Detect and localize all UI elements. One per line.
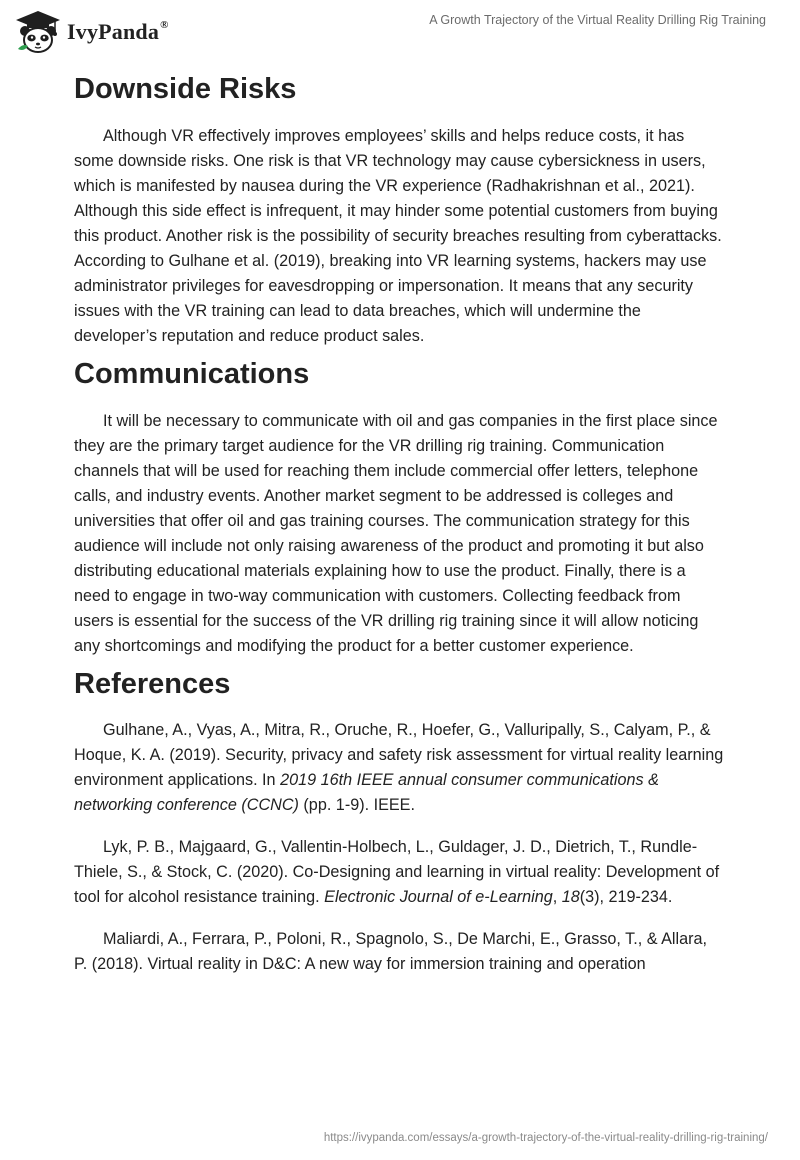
heading-communications: Communications [74,357,310,390]
paragraph-communications: It will be necessary to communicate with oil and gas companies in the first place since they are the primary target audience for the VR drilling rig training. Communication channels that will be used for reaching them include commercial offer letters, telephone calls, and industry events. Another market segment to be addressed is colleges and universities that offer oil and gas training courses. The communication strategy for this audience will include not only raising awareness of the product and promoting it but also distributing educational materials explaining how to use the product. Finally, there is a need to engage in two-way communication with customers. Collecting feedback from users is essential for the success of the VR drilling rig training since it will allow noticing any shortcomings and modifying the product for a better customer experience. [74,411,718,655]
registered-mark: ® [160,18,169,31]
reference-volume: 18 [561,888,580,907]
heading-downside-risks: Downside Risks [74,73,297,105]
heading-references: References [74,667,231,700]
reference-text: Maliardi, A., Ferrara, P., Poloni, R., Spagnolo, S., De Marchi, E., Grasso, T., & Allara, P. (2018). Virtual reality in D&C: A new way for immersion training and operation [74,930,707,974]
reference-item [74,718,724,818]
panda-mascot-icon [14,9,62,55]
paragraph-downside-risks: Although VR effectively improves employees’ skills and helps reduce costs, it has some downside risks. One risk is that VR technology may cause cybersickness in users, which is manifested by nausea during the VR experience (Radhakrishnan et al., 2021). Although this side effect is infrequent, it may hinder some potential customers from buying this product. Another risk is the possibility of security breaches resulting from cyberattacks. According to Gulhane et al. (2019), breaking into VR learning systems, hackers may use administrator privileges for eavesdropping or impersonation. It means that any security issues with the VR training can lead to data breaches, which will undermine the developer’s reputation and reduce product sales. [74,126,722,345]
section-downside-risks [74,72,724,349]
section-references [74,667,724,978]
ivypanda-logo[interactable] [14,9,169,55]
reference-text: Lyk, P. B., Majgaard, G., Vallentin-Holbech, L., Guldager, J. D., Dietrich, T., Rundle-Thiele, S., & Stock, C. (2020). Co-Designing and learning in virtual reality: Development of tool for alcohol resistance training. [74,838,720,907]
essay-content [74,70,724,994]
page-header [0,0,800,64]
section-communications [74,357,724,659]
source-url[interactable]: https://ivypanda.com/essays/a-growth-trajectory-of-the-virtual-reality-drilling-rig-training/ [323,1132,768,1144]
reference-text: Gulhane, A., Vyas, A., Mitra, R., Oruche, R., Hoefer, G., Valluripally, S., Calyam, P., & Hoque, K. A. (2019). Security, privacy and safety risk assessment for virtual reality learning environment applications. In [74,721,724,790]
reference-text-end: (3), 219-234. [579,888,673,907]
reference-source: Electronic Journal of e-Learning [324,888,553,907]
reference-item [74,927,724,977]
reference-source: 2019 16th IEEE annual consumer communications & networking conference (CCNC) [74,771,659,815]
running-title: A Growth Trajectory of the Virtual Reality Drilling Rig Training [429,13,766,27]
reference-item [74,835,724,910]
brand-text: IvyPanda [67,19,160,44]
reference-separator: , [552,888,562,907]
reference-text-end: (pp. 1-9). IEEE. [298,796,415,815]
brand-name [67,19,169,45]
